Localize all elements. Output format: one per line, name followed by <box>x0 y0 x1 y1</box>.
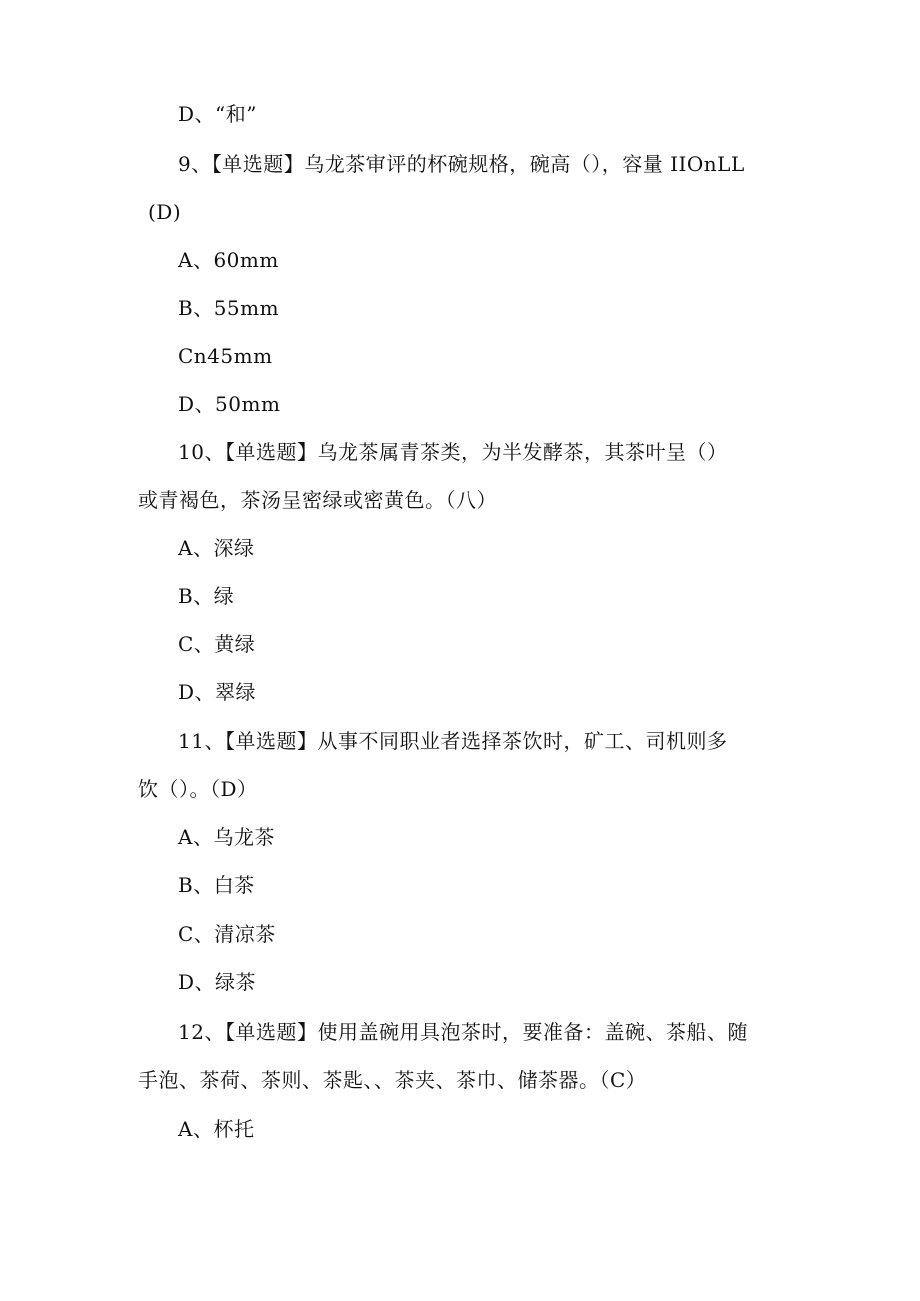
option-q9-b: B、55mm <box>178 296 280 320</box>
question-9-line-1: 9、【单选题】乌龙茶审评的杯碗规格，碗高（），容量 IIOnLL <box>178 152 745 176</box>
question-11-line-2: 饮（）。（D） <box>138 777 258 801</box>
question-12-line-2: 手泡、茶荷、茶则、茶匙、、茶夹、茶巾、储茶器。（C） <box>138 1068 647 1092</box>
option-q10-c: C、黄绿 <box>178 632 256 656</box>
option-q9-a: A、60mm <box>178 248 279 272</box>
option-q9-c: Cn45mm <box>178 344 273 368</box>
question-11-line-1: 11、【单选题】从事不同职业者选择茶饮时，矿工、司机则多 <box>178 729 728 753</box>
option-q10-b: B、绿 <box>178 584 235 608</box>
option-q12-a: A、杯托 <box>178 1117 255 1141</box>
question-9-line-2: (D) <box>148 200 182 224</box>
option-q11-a: A、乌龙茶 <box>178 825 275 849</box>
option-q11-b: B、白茶 <box>178 873 255 897</box>
option-q11-c: C、清凉茶 <box>178 922 276 946</box>
option-q8-d: D、“和” <box>178 102 257 126</box>
option-q10-a: A、深绿 <box>178 536 255 560</box>
option-q10-d: D、翠绿 <box>178 680 257 704</box>
question-10-line-2: 或青褐色，茶汤呈密绿或密黄色。（八） <box>138 488 497 512</box>
option-q11-d: D、绿茶 <box>178 970 257 994</box>
option-q9-d: D、50mm <box>178 392 281 416</box>
question-10-line-1: 10、【单选题】乌龙茶属青茶类，为半发酵茶，其茶叶呈（） <box>178 440 728 464</box>
question-12-line-1: 12、【单选题】使用盖碗用具泡茶时，要准备：盖碗、茶船、随 <box>178 1020 748 1044</box>
